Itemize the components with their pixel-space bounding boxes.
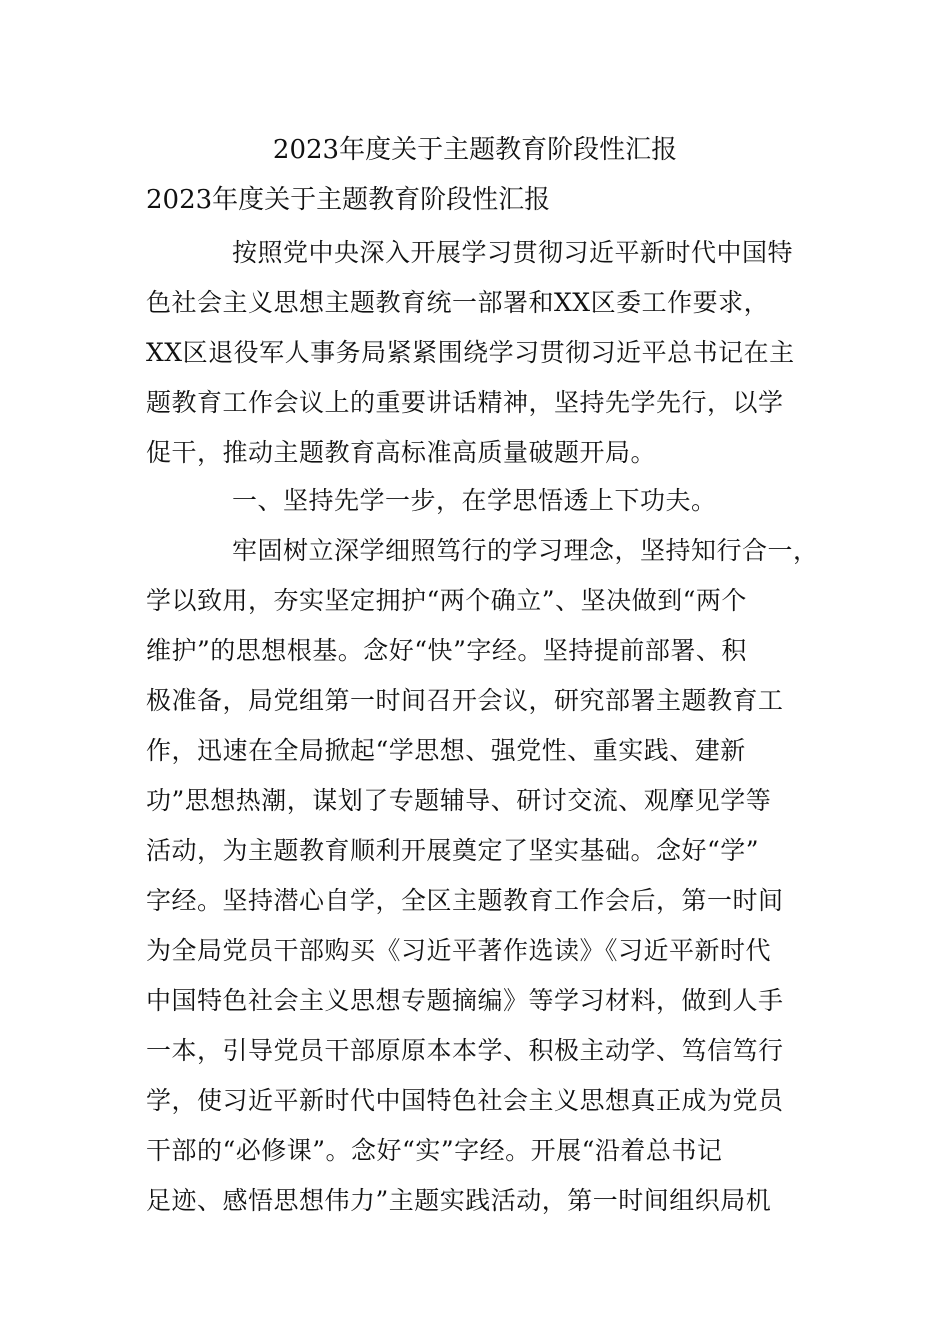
paragraph-line: 功”思想热潮，谋划了专题辅导、研讨交流、观摩见学等 <box>146 786 772 815</box>
paragraph-line: 为全局党员干部购买《习近平著作选读》《习近平新时代 <box>146 936 772 965</box>
paragraph-line: 作，迅速在全局掀起“学思想、强党性、重实践、建新 <box>146 736 746 765</box>
document-subtitle: 2023年度关于主题教育阶段性汇报 <box>146 185 551 215</box>
section-heading <box>146 476 826 526</box>
document-title: 2023年度关于主题教育阶段性汇报 <box>272 135 678 165</box>
paragraph-line: 字经。坚持潜心自学，全区主题教育工作会后，第一时间 <box>146 886 784 915</box>
paragraph-line: 牢固树立深学细照笃行的学习理念，坚持知行合一， <box>232 536 819 565</box>
paragraph-line: 学以致用，夯实坚定拥护“两个确立”、坚决做到“两个 <box>146 586 747 615</box>
paragraph-section-one <box>146 526 826 1226</box>
paragraph-line: 题教育工作会议上的重要讲话精神，坚持先学先行，以学 <box>146 388 784 417</box>
paragraph-line: 足迹、感悟思想伟力”主题实践活动，第一时间组织局机 <box>146 1186 772 1215</box>
paragraph-line: 活动，为主题教育顺利开展奠定了坚实基础。念好“学” <box>146 836 760 865</box>
paragraph-line: 色社会主义思想主题教育统一部署和XX区委工作要求， <box>146 288 770 317</box>
paragraph-line: 学，使习近平新时代中国特色社会主义思想真正成为党员 <box>146 1086 784 1115</box>
paragraph-line: XX区退役军人事务局紧紧围绕学习贯彻习近平总书记在主 <box>146 338 795 367</box>
paragraph-line: 促干，推动主题教育高标准高质量破题开局。 <box>146 438 657 467</box>
paragraph-line: 中国特色社会主义思想专题摘编》等学习材料，做到人手 <box>146 986 784 1015</box>
paragraph-intro <box>146 228 826 478</box>
paragraph-line: 干部的“必修课”。念好“实”字经。开展“沿着总书记 <box>146 1136 723 1165</box>
paragraph-line: 极准备，局党组第一时间召开会议，研究部署主题教育工 <box>146 686 784 715</box>
paragraph-line: 一本，引导党员干部原原本本学、积极主动学、笃信笃行 <box>146 1036 784 1065</box>
paragraph-line: 按照党中央深入开展学习贯彻习近平新时代中国特 <box>232 238 794 267</box>
paragraph-line: 维护”的思想根基。念好“快”字经。坚持提前部署、积 <box>146 636 747 665</box>
section-heading-text: 一、坚持先学一步，在学思悟透上下功夫。 <box>232 486 717 515</box>
